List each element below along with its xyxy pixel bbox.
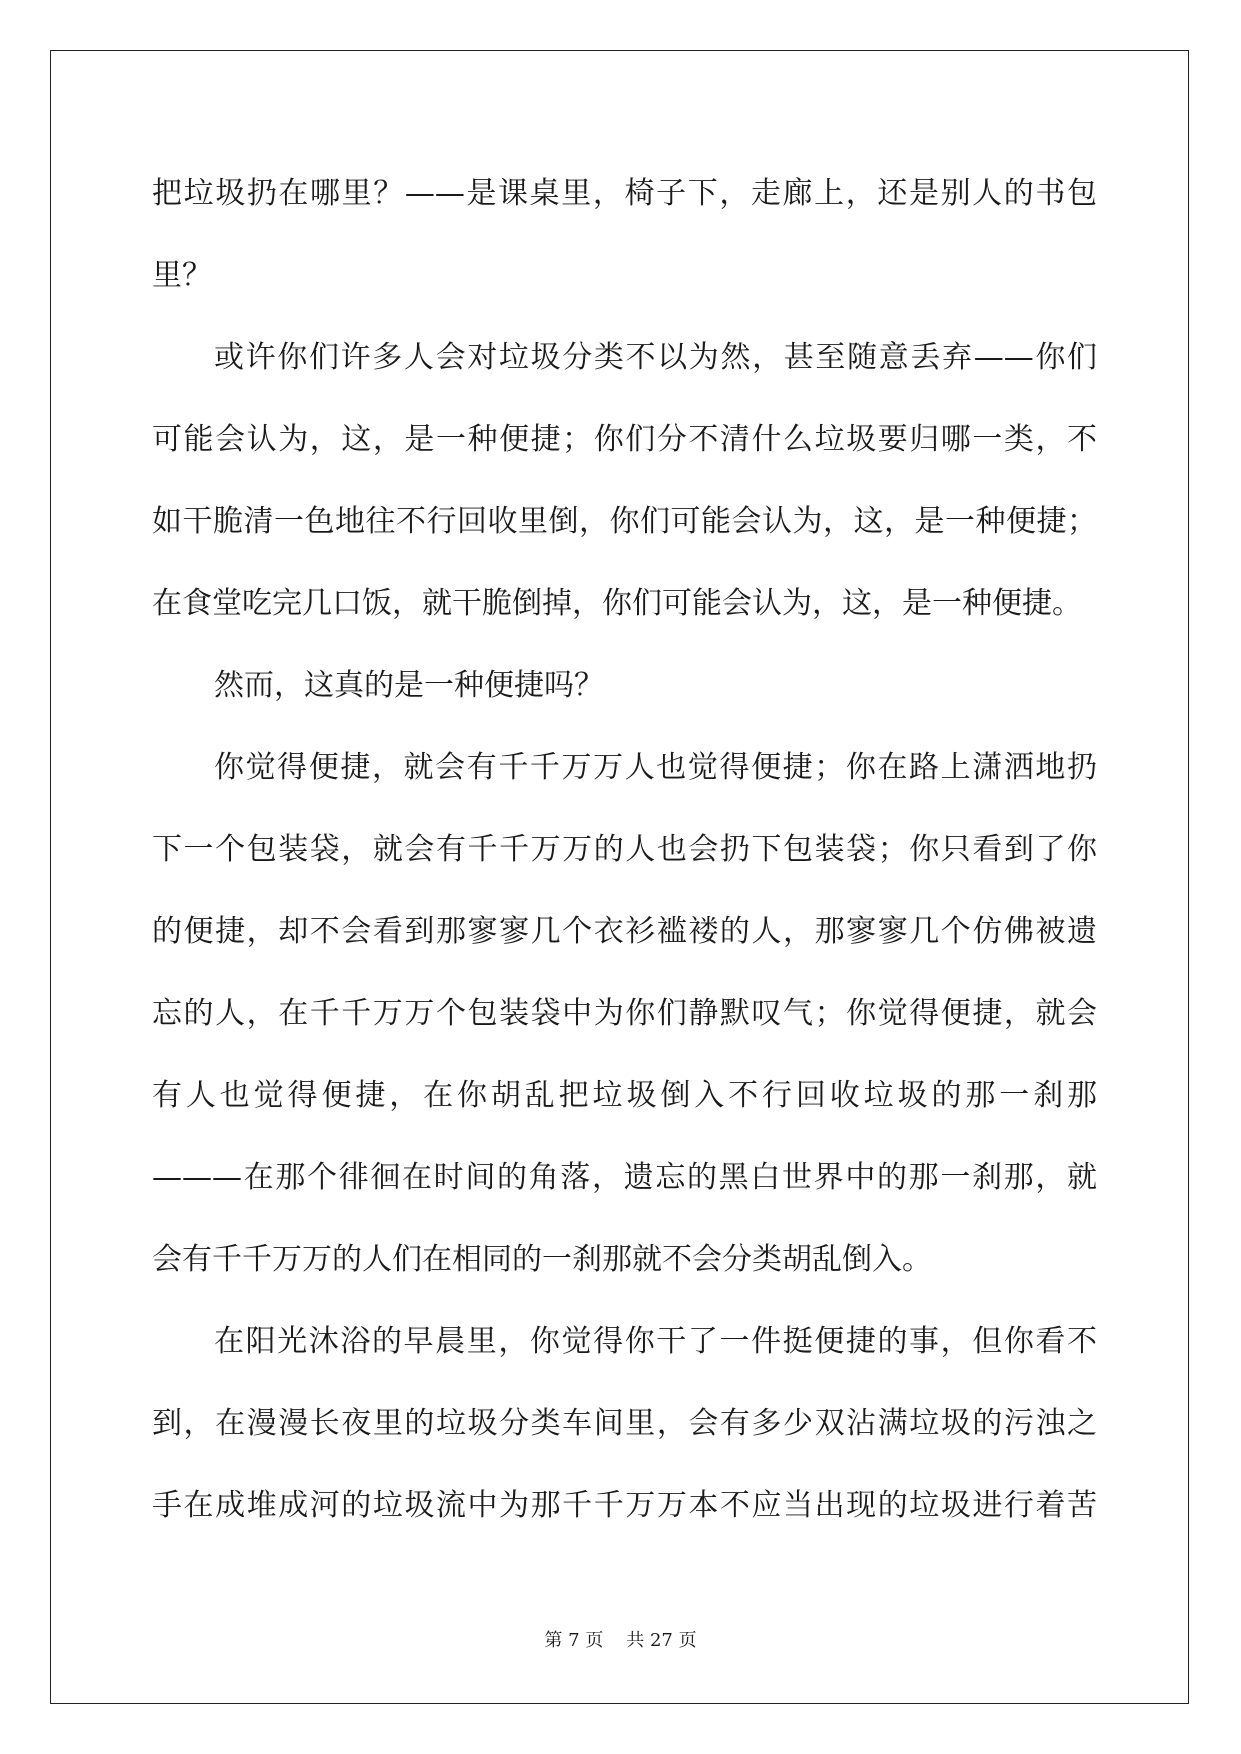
page-total: 共 27 页 bbox=[626, 1630, 697, 1651]
text-line: 如干脆清一色地往不行回收里倒，你们可能会认为，这，是一种便捷； bbox=[152, 504, 1097, 539]
page-number: 第 7 页 bbox=[544, 1630, 604, 1651]
text-line: 可能会认为，这，是一种便捷；你们分不清什么垃圾要归哪一类，不 bbox=[152, 422, 1097, 457]
text-line: 然而，这真的是一种便捷吗？ bbox=[214, 668, 604, 703]
text-line: 手在成堆成河的垃圾流中为那千千万万本不应当出现的垃圾进行着苦 bbox=[152, 1488, 1097, 1523]
text-line: 在食堂吃完几口饭，就干脆倒掉，你们可能会认为，这，是一种便捷。 bbox=[152, 586, 1082, 621]
text-line: 的便捷，却不会看到那寥寥几个衣衫褴褛的人，那寥寥几个仿佛被遗 bbox=[152, 914, 1097, 949]
text-line: 在阳光沐浴的早晨里，你觉得你干了一件挺便捷的事，但你看不 bbox=[214, 1324, 1097, 1359]
text-line: 会有千千万万的人们在相同的一刹那就不会分类胡乱倒入。 bbox=[152, 1242, 932, 1277]
document-body bbox=[152, 153, 1097, 1547]
text-line: ———在那个徘徊在时间的角落，遗忘的黑白世界中的那一刹那，就 bbox=[152, 1160, 1097, 1195]
text-line: 把垃圾扔在哪里？——是课桌里，椅子下，走廊上，还是别人的书包 bbox=[152, 176, 1097, 211]
text-line: 有人也觉得便捷，在你胡乱把垃圾倒入不行回收垃圾的那一刹那 bbox=[152, 1078, 1097, 1113]
page-footer bbox=[0, 1626, 1241, 1652]
text-line: 里？ bbox=[152, 258, 212, 293]
text-line: 或许你们许多人会对垃圾分类不以为然，甚至随意丢弃——你们 bbox=[214, 340, 1097, 375]
text-line: 你觉得便捷，就会有千千万万人也觉得便捷；你在路上潇洒地扔 bbox=[214, 750, 1097, 785]
text-line: 下一个包装袋，就会有千千万万的人也会扔下包装袋；你只看到了你 bbox=[152, 832, 1097, 867]
text-line: 忘的人，在千千万万个包装袋中为你们静默叹气；你觉得便捷，就会 bbox=[152, 996, 1097, 1031]
text-line: 到，在漫漫长夜里的垃圾分类车间里，会有多少双沾满垃圾的污浊之 bbox=[152, 1406, 1097, 1441]
